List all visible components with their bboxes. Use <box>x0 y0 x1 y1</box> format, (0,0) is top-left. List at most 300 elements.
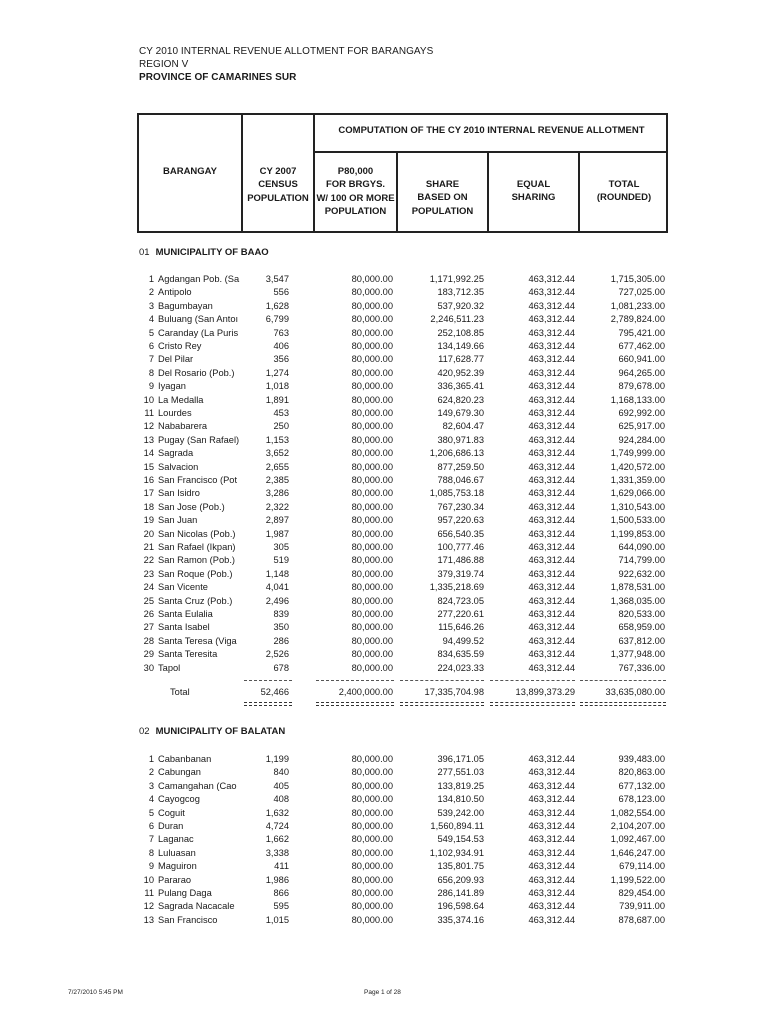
cell-equal: 463,312.44 <box>528 888 575 898</box>
cell-pop: 595 <box>273 901 289 912</box>
cell-equal: 463,312.44 <box>528 274 575 284</box>
cell-p80: 80,000.00 <box>351 434 393 445</box>
cell-p80: 80,000.00 <box>351 901 393 912</box>
cell-share: 656,209.93 <box>437 874 484 885</box>
cell-no: 11 <box>144 408 154 418</box>
cell-no: 8 <box>148 847 154 858</box>
cell-name: Sagrada Nacacale <box>158 901 235 912</box>
cell-name: Pulang Daga <box>158 888 212 898</box>
cell-equal: 463,312.44 <box>528 287 575 298</box>
cell-name: La Medalla <box>158 394 204 405</box>
double-underline <box>244 702 292 706</box>
cell-equal: 463,312.44 <box>528 794 575 805</box>
cell-p80: 80,000.00 <box>351 354 393 365</box>
cell-total: 714,799.00 <box>618 555 665 566</box>
double-underline <box>400 702 484 706</box>
province-label: PROVINCE OF CAMARINES SUR <box>139 72 297 83</box>
table-row <box>0 581 768 594</box>
cell-no: 18 <box>143 501 154 512</box>
cell-equal: 463,312.44 <box>528 649 575 660</box>
cell-total: 2,789,824.00 <box>610 314 665 325</box>
table-row <box>0 807 768 820</box>
cell-equal: 463,312.44 <box>528 341 575 351</box>
cell-name: Cristo Rey <box>158 341 202 351</box>
cell-no: 23 <box>143 568 154 579</box>
cell-name: Pugay (San Rafael) <box>158 434 240 445</box>
table-row <box>0 461 768 474</box>
cell-no: 13 <box>143 914 154 925</box>
cell-equal: 463,312.44 <box>528 582 575 593</box>
table-row <box>0 780 768 793</box>
cell-pop: 2,655 <box>265 461 289 472</box>
cell-name: San Vicente <box>158 582 208 593</box>
cell-p80: 80,000.00 <box>351 501 393 512</box>
cell-pop: 6,799 <box>265 314 289 325</box>
cell-equal: 463,312.44 <box>528 448 575 459</box>
cell-pop: 1,018 <box>265 381 289 392</box>
cell-total: 1,199,522.00 <box>610 874 665 885</box>
cell-name: Santa Teresita <box>158 649 218 660</box>
cell-pop: 1,015 <box>265 914 289 925</box>
cell-p80: 80,000.00 <box>351 888 393 898</box>
table-row <box>0 394 768 407</box>
cell-equal: 463,312.44 <box>528 421 575 432</box>
cell-no: 11 <box>144 888 154 898</box>
cell-no: 4 <box>148 314 154 325</box>
cell-total: 644,090.00 <box>618 542 665 552</box>
cell-share: 82,604.47 <box>442 421 484 432</box>
cell-total: 767,336.00 <box>618 662 665 673</box>
cell-no: 3 <box>148 300 154 311</box>
cell-pop: 2,385 <box>265 475 289 485</box>
table-row <box>0 340 768 353</box>
cell-name: Coguit <box>158 807 185 818</box>
table-row <box>0 501 768 514</box>
cell-equal: 463,312.44 <box>528 434 575 445</box>
cell-share: 379,319.74 <box>437 568 484 579</box>
cell-share: 656,540.35 <box>437 528 484 539</box>
table-row <box>0 528 768 541</box>
cell-share: 135,801.75 <box>437 861 484 872</box>
cell-p80: 80,000.00 <box>351 314 393 325</box>
table-row <box>0 380 768 393</box>
table-row <box>0 914 768 927</box>
cell-equal: 463,312.44 <box>528 394 575 405</box>
cell-total: 677,132.00 <box>618 780 665 791</box>
cell-equal: 463,312.44 <box>528 595 575 606</box>
cell-name: Caranday (La Puris <box>158 327 239 338</box>
cell-name: San Jose (Pob.) <box>158 501 225 512</box>
underline <box>244 680 292 681</box>
table-row <box>0 447 768 460</box>
cell-no: 9 <box>148 861 154 872</box>
cell-no: 27 <box>143 622 154 633</box>
cell-name: Buluang (San Antoı <box>158 314 239 325</box>
cell-pop: 408 <box>273 794 289 805</box>
cell-no: 2 <box>148 767 154 778</box>
cell-share: 196,598.64 <box>437 901 484 912</box>
cell-total: 1,082,554.00 <box>610 807 665 818</box>
cell-total: 1,168,133.00 <box>610 394 665 405</box>
table-row <box>0 753 768 766</box>
cell-total: 679,114.00 <box>619 861 665 872</box>
table-row <box>0 474 768 487</box>
cell-total: 922,632.00 <box>618 568 665 579</box>
cell-total: 964,265.00 <box>618 367 665 378</box>
cell-pop: 2,322 <box>265 501 289 512</box>
table-row <box>0 833 768 846</box>
cell-p80: 80,000.00 <box>351 874 393 885</box>
cell-p80: 80,000.00 <box>351 381 393 392</box>
cell-share: 834,635.59 <box>437 649 484 660</box>
cell-no: 20 <box>143 528 154 539</box>
page-number: Page 1 of 28 <box>364 989 401 996</box>
cell-total: 829,454.00 <box>618 888 665 898</box>
cell-equal: 463,312.44 <box>528 488 575 499</box>
cell-p80: 80,000.00 <box>351 821 393 831</box>
table-row <box>0 874 768 887</box>
cell-pop: 3,286 <box>265 488 289 499</box>
table-row <box>0 286 768 299</box>
cell-total: 820,533.00 <box>618 609 665 619</box>
cell-pop: 2,496 <box>265 595 289 606</box>
cell-share: 1,171,992.25 <box>429 274 484 284</box>
report-title: CY 2010 INTERNAL REVENUE ALLOTMENT FOR BARANGAYS <box>139 46 434 57</box>
cell-equal: 463,312.44 <box>528 861 575 872</box>
cell-p80: 80,000.00 <box>351 780 393 791</box>
cell-name: San Nicolas (Pob.) <box>158 528 236 539</box>
table-row <box>0 420 768 433</box>
cell-equal: 463,312.44 <box>528 635 575 646</box>
cell-pop: 250 <box>273 421 289 432</box>
cell-equal: 463,312.44 <box>528 381 575 392</box>
cell-name: San Juan <box>158 515 198 526</box>
cell-p80: 80,000.00 <box>351 542 393 552</box>
cell-name: Camangahan (Cao <box>158 780 237 791</box>
cell-name: Santa Teresa (Viga <box>158 635 237 646</box>
double-underline <box>490 702 575 706</box>
cell-pop: 2,897 <box>265 515 289 526</box>
cell-share: 1,085,753.18 <box>429 488 484 499</box>
cell-pop: 3,547 <box>265 274 289 284</box>
table-row <box>0 820 768 833</box>
cell-p80: 80,000.00 <box>351 274 393 284</box>
cell-p80: 80,000.00 <box>351 662 393 673</box>
cell-equal: 463,312.44 <box>528 754 575 764</box>
cell-name: San Ramon (Pob.) <box>158 555 235 566</box>
cell-equal: 463,312.44 <box>528 555 575 566</box>
cell-equal: 463,312.44 <box>528 847 575 858</box>
cell-name: Cayogcog <box>158 794 200 805</box>
section-heading-balatan: 02 MUNICIPALITY OF BALATAN <box>139 726 286 737</box>
cell-no: 16 <box>143 475 154 485</box>
cell-name: San Rafael (Ikpan) <box>158 542 236 552</box>
cell-share: 94,499.52 <box>442 635 484 646</box>
cell-equal: 463,312.44 <box>528 408 575 418</box>
cell-pop: 411 <box>274 861 289 872</box>
cell-name: San Isidro <box>158 488 200 499</box>
cell-no: 8 <box>148 367 154 378</box>
cell-p80: 80,000.00 <box>351 834 393 845</box>
table-row <box>0 353 768 366</box>
cell-share: 420,952.39 <box>437 367 484 378</box>
cell-share: 624,820.23 <box>437 394 484 405</box>
table-row <box>0 595 768 608</box>
cell-share: 183,712.35 <box>437 287 484 298</box>
cell-no: 5 <box>148 327 154 338</box>
cell-pop: 1,986 <box>265 874 289 885</box>
cell-name: Salvacion <box>158 461 199 472</box>
cell-pop: 3,652 <box>265 448 289 459</box>
table-row <box>0 621 768 634</box>
cell-name: Bagumbayan <box>158 300 213 311</box>
cell-name: Nababarera <box>158 421 208 432</box>
double-underline <box>316 702 394 706</box>
cell-no: 6 <box>148 821 154 831</box>
cell-total: 1,749,999.00 <box>610 448 665 459</box>
total-row-baao: Total 52,466 2,400,000.00 17,335,704.98 13,899,373.29 33,635,080.00 <box>170 687 665 697</box>
table-row <box>0 300 768 313</box>
cell-equal: 463,312.44 <box>528 327 575 338</box>
cell-no: 2 <box>148 287 154 298</box>
cell-equal: 463,312.44 <box>528 354 575 365</box>
cell-total: 678,123.00 <box>618 794 665 805</box>
cell-total: 1,368,035.00 <box>610 595 665 606</box>
cell-p80: 80,000.00 <box>351 448 393 459</box>
cell-share: 133,819.25 <box>437 780 484 791</box>
cell-p80: 80,000.00 <box>351 649 393 660</box>
cell-share: 171,486.88 <box>437 555 484 566</box>
cell-pop: 286 <box>273 635 289 646</box>
table-row <box>0 648 768 661</box>
cell-share: 396,171.05 <box>437 754 484 764</box>
cell-share: 549,154.53 <box>437 834 484 845</box>
cell-pop: 556 <box>273 287 289 298</box>
cell-p80: 80,000.00 <box>351 582 393 593</box>
cell-no: 29 <box>143 649 154 660</box>
cell-total: 1,092,467.00 <box>610 834 665 845</box>
cell-no: 17 <box>143 488 154 499</box>
cell-pop: 4,724 <box>265 821 289 831</box>
cell-no: 12 <box>143 901 154 912</box>
cell-no: 7 <box>148 354 154 365</box>
cell-p80: 80,000.00 <box>351 475 393 485</box>
table-row <box>0 887 768 900</box>
cell-share: 286,141.89 <box>437 888 484 898</box>
cell-share: 134,149.66 <box>437 341 484 351</box>
print-timestamp: 7/27/2010 5:45 PM <box>68 989 123 996</box>
cell-no: 10 <box>143 874 154 885</box>
cell-name: Santa Isabel <box>158 622 210 633</box>
cell-no: 25 <box>143 595 154 606</box>
table-row <box>0 487 768 500</box>
cell-p80: 80,000.00 <box>351 287 393 298</box>
cell-equal: 463,312.44 <box>528 515 575 526</box>
cell-p80: 80,000.00 <box>351 394 393 405</box>
cell-p80: 80,000.00 <box>351 555 393 566</box>
table-row <box>0 554 768 567</box>
cell-name: Tapol <box>158 662 181 673</box>
cell-total: 1,646,247.00 <box>610 847 665 858</box>
cell-pop: 1,632 <box>265 807 289 818</box>
cell-pop: 1,274 <box>265 367 289 378</box>
cell-pop: 3,338 <box>265 847 289 858</box>
cell-p80: 80,000.00 <box>351 635 393 646</box>
header-divider <box>313 151 668 153</box>
cell-p80: 80,000.00 <box>351 609 393 619</box>
double-underline <box>580 702 666 706</box>
cell-p80: 80,000.00 <box>351 367 393 378</box>
cell-pop: 405 <box>273 780 289 791</box>
table-row <box>0 367 768 380</box>
cell-no: 10 <box>143 394 154 405</box>
cell-name: San Roque (Pob.) <box>158 568 233 579</box>
table-row <box>0 793 768 806</box>
table-row <box>0 608 768 621</box>
cell-share: 877,259.50 <box>437 461 484 472</box>
cell-share: 380,971.83 <box>437 434 484 445</box>
cell-no: 4 <box>148 794 154 805</box>
cell-total: 658,959.00 <box>618 622 665 633</box>
cell-name: Lourdes <box>158 408 192 418</box>
cell-p80: 80,000.00 <box>351 408 393 418</box>
cell-total: 677,462.00 <box>618 341 665 351</box>
cell-share: 149,679.30 <box>437 408 484 418</box>
cell-name: Laganac <box>158 834 194 845</box>
cell-share: 100,777.46 <box>437 542 484 552</box>
header-p80000: P80,000 FOR BRGYS. W/ 100 OR MORE POPULATION <box>316 166 395 217</box>
cell-equal: 463,312.44 <box>528 914 575 925</box>
cell-pop: 763 <box>273 327 289 338</box>
cell-total: 625,917.00 <box>618 421 665 432</box>
cell-total: 1,715,305.00 <box>610 274 665 284</box>
cell-share: 336,365.41 <box>437 381 484 392</box>
cell-equal: 463,312.44 <box>528 609 575 619</box>
cell-equal: 463,312.44 <box>528 475 575 485</box>
cell-share: 335,374.16 <box>437 914 484 925</box>
cell-p80: 80,000.00 <box>351 528 393 539</box>
cell-total: 660,941.00 <box>618 354 665 365</box>
cell-pop: 356 <box>273 354 289 365</box>
cell-share: 117,628.77 <box>438 354 484 365</box>
cell-no: 1 <box>148 754 154 764</box>
cell-p80: 80,000.00 <box>351 807 393 818</box>
cell-total: 820,863.00 <box>618 767 665 778</box>
cell-no: 7 <box>148 834 154 845</box>
cell-share: 134,810.50 <box>437 794 484 805</box>
cell-no: 6 <box>148 341 154 351</box>
cell-p80: 80,000.00 <box>351 568 393 579</box>
cell-equal: 463,312.44 <box>528 874 575 885</box>
cell-pop: 4,041 <box>265 582 289 593</box>
cell-no: 9 <box>148 381 154 392</box>
cell-p80: 80,000.00 <box>351 754 393 764</box>
cell-no: 19 <box>143 515 154 526</box>
header-barangay: BARANGAY <box>162 166 218 177</box>
cell-pop: 453 <box>273 408 289 418</box>
region-label: REGION V <box>139 59 189 70</box>
cell-equal: 463,312.44 <box>528 807 575 818</box>
cell-equal: 463,312.44 <box>528 767 575 778</box>
cell-p80: 80,000.00 <box>351 461 393 472</box>
cell-equal: 463,312.44 <box>528 528 575 539</box>
table-row <box>0 541 768 554</box>
cell-total: 1,878,531.00 <box>610 582 665 593</box>
cell-share: 824,723.05 <box>437 595 484 606</box>
cell-share: 224,023.33 <box>437 662 484 673</box>
cell-pop: 519 <box>273 555 289 566</box>
table-row <box>0 766 768 779</box>
cell-p80: 80,000.00 <box>351 622 393 633</box>
cell-pop: 1,628 <box>265 300 289 311</box>
cell-equal: 463,312.44 <box>528 780 575 791</box>
cell-total: 2,104,207.00 <box>610 821 665 831</box>
cell-no: 21 <box>143 542 154 552</box>
cell-name: Luluasan <box>158 847 196 858</box>
cell-no: 28 <box>143 635 154 646</box>
cell-p80: 80,000.00 <box>351 861 393 872</box>
header-total: TOTAL (ROUNDED) <box>596 179 652 204</box>
cell-name: Agdangan Pob. (Sa <box>158 274 240 284</box>
cell-pop: 1,891 <box>265 394 289 405</box>
cell-share: 767,230.34 <box>437 501 484 512</box>
cell-no: 1 <box>148 274 154 284</box>
underline <box>580 680 666 681</box>
cell-pop: 866 <box>273 888 289 898</box>
cell-p80: 80,000.00 <box>351 327 393 338</box>
cell-total: 878,687.00 <box>618 914 665 925</box>
cell-equal: 463,312.44 <box>528 542 575 552</box>
cell-total: 727,025.00 <box>618 287 665 298</box>
cell-share: 1,102,934.91 <box>429 847 484 858</box>
cell-pop: 1,153 <box>265 434 289 445</box>
table-row <box>0 273 768 286</box>
underline <box>316 680 394 681</box>
cell-p80: 80,000.00 <box>351 767 393 778</box>
cell-total: 939,483.00 <box>618 754 665 764</box>
cell-pop: 305 <box>273 542 289 552</box>
cell-total: 1,199,853.00 <box>610 528 665 539</box>
cell-equal: 463,312.44 <box>528 622 575 633</box>
cell-share: 1,206,686.13 <box>429 448 484 459</box>
cell-equal: 463,312.44 <box>528 501 575 512</box>
cell-share: 1,335,218.69 <box>429 582 484 593</box>
cell-p80: 80,000.00 <box>351 914 393 925</box>
cell-name: Sagrada <box>158 448 194 459</box>
cell-no: 30 <box>143 662 154 673</box>
cell-share: 252,108.85 <box>437 327 484 338</box>
cell-no: 13 <box>143 434 154 445</box>
table-row <box>0 662 768 675</box>
section-heading-baao: 01 MUNICIPALITY OF BAAO <box>139 247 269 258</box>
cell-total: 879,678.00 <box>618 381 665 392</box>
cell-pop: 1,662 <box>265 834 289 845</box>
cell-pop: 350 <box>273 622 289 633</box>
cell-no: 12 <box>143 421 154 432</box>
cell-share: 1,560,894.11 <box>430 821 484 831</box>
table-row <box>0 860 768 873</box>
cell-p80: 80,000.00 <box>351 300 393 311</box>
underline <box>400 680 484 681</box>
cell-equal: 463,312.44 <box>528 461 575 472</box>
table-row <box>0 327 768 340</box>
cell-total: 1,629,066.00 <box>610 488 665 499</box>
cell-pop: 839 <box>273 609 289 619</box>
cell-total: 1,500,533.00 <box>610 515 665 526</box>
cell-p80: 80,000.00 <box>351 847 393 858</box>
cell-name: Del Rosario (Pob.) <box>158 367 235 378</box>
table-row <box>0 313 768 326</box>
